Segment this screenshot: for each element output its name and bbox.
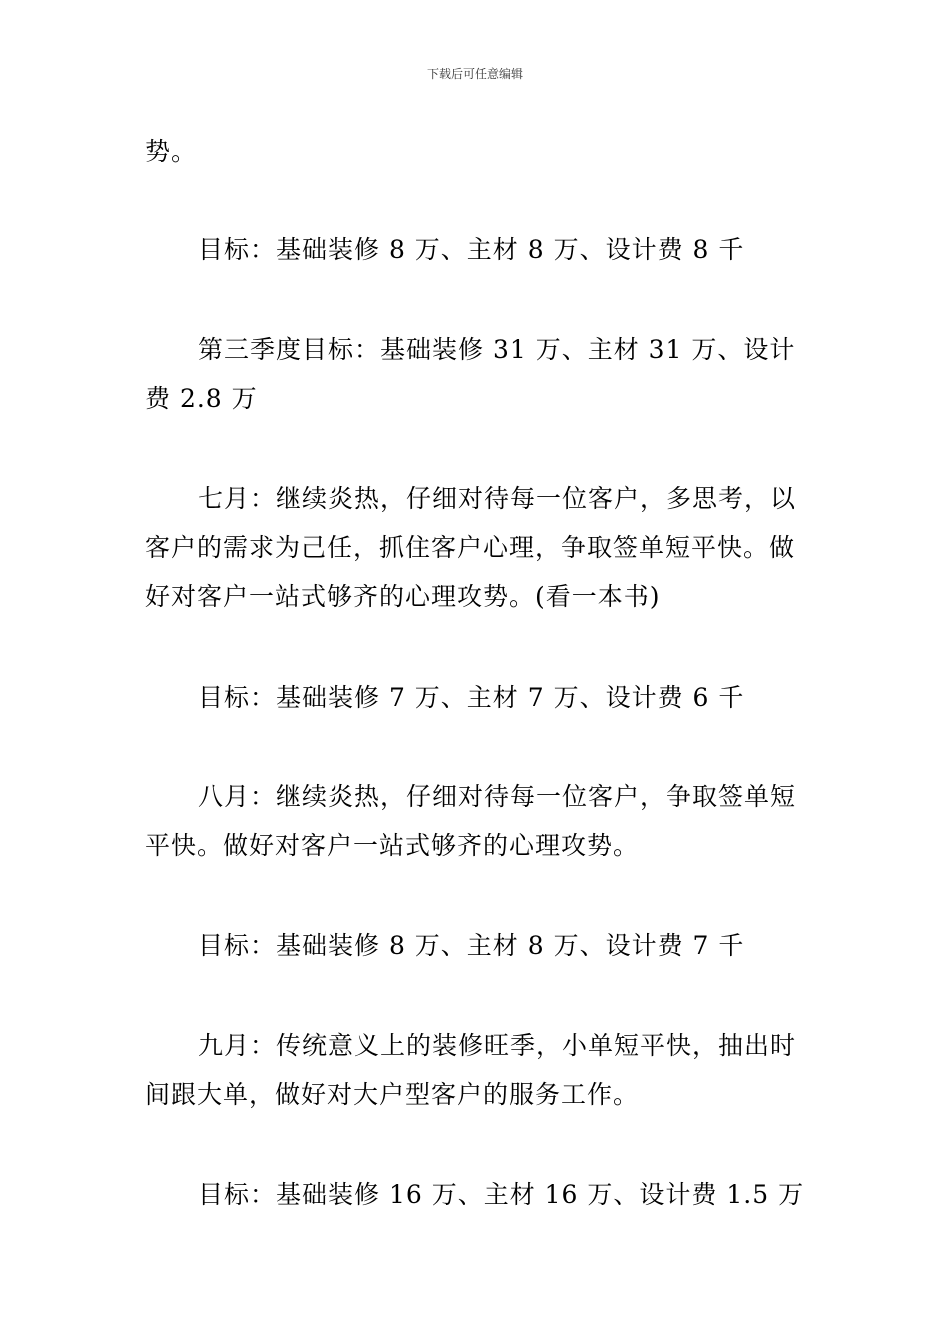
paragraph-continuation: 势。 — [145, 137, 198, 166]
paragraph-september: 九月：传统意义上的装修旺季，小单短平快，抽出时间跟大单，做好对大户型客户的服务工作。 — [145, 1031, 797, 1109]
paragraph-july: 七月：继续炎热，仔细对待每一位客户，多思考，以客户的需求为己任，抓住客户心理，争取签单短平快。做好对客户一站式够齐的心理攻势。(看一本书) — [145, 484, 797, 611]
paragraph-august: 八月：继续炎热，仔细对待每一位客户，争取签单短平快。做好对客户一站式够齐的心理攻势。 — [145, 782, 797, 860]
paragraph-goal-june: 目标：基础装修 8 万、主材 8 万、设计费 8 千 — [198, 235, 745, 264]
paragraph-q3-goal: 第三季度目标：基础装修 31 万、主材 31 万、设计费 2.8 万 — [145, 335, 796, 413]
paragraph-goal-july: 目标：基础装修 7 万、主材 7 万、设计费 6 千 — [198, 683, 745, 712]
page-header: 下载后可任意编辑 — [426, 67, 523, 81]
paragraph-goal-september: 目标：基础装修 16 万、主材 16 万、设计费 1.5 万 — [198, 1180, 805, 1209]
paragraph-goal-august: 目标：基础装修 8 万、主材 8 万、设计费 7 千 — [198, 931, 745, 960]
